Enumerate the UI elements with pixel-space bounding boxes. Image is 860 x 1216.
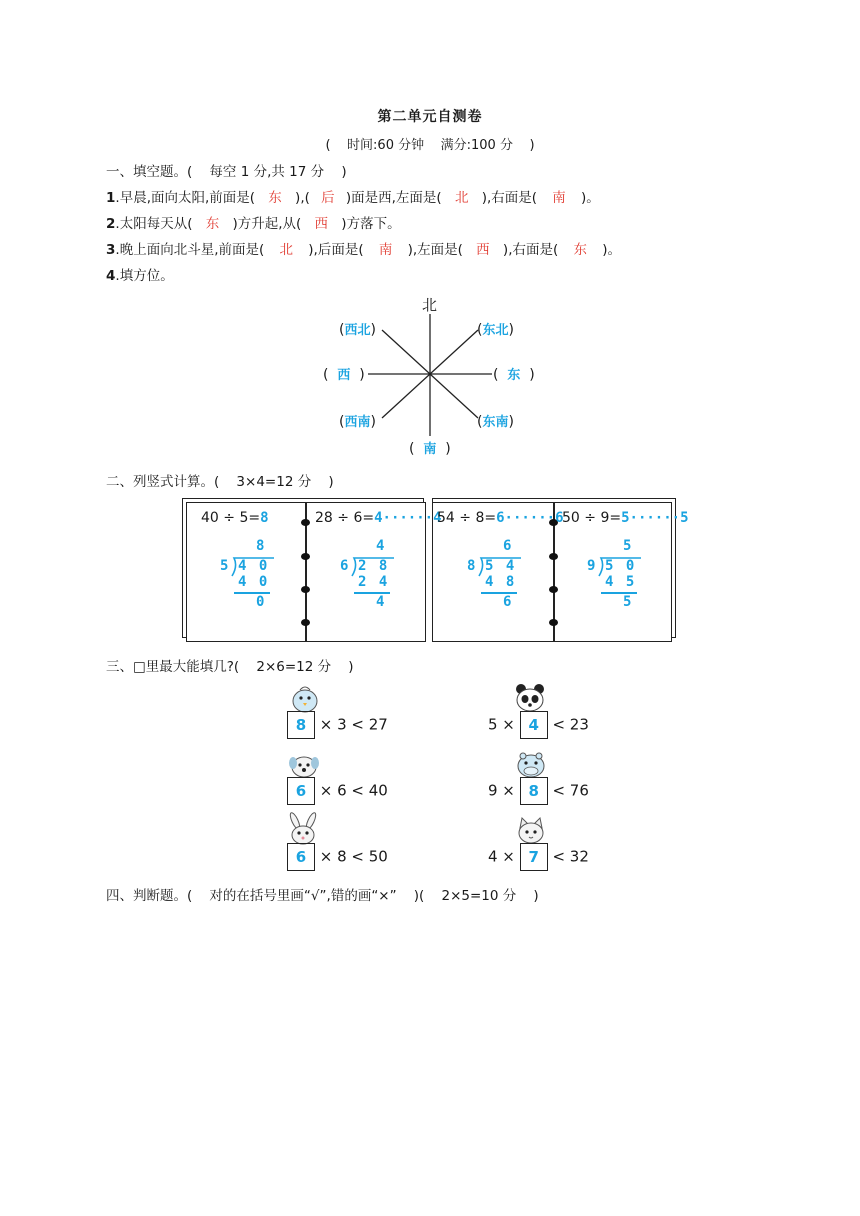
product: 4 5 — [605, 574, 637, 590]
answer-blank: 后 — [321, 190, 335, 206]
dog-icon — [287, 750, 321, 780]
page-title: 第二单元自测卷 — [377, 109, 483, 125]
compass-north-label: 北 — [422, 296, 438, 314]
cat-icon — [514, 816, 548, 846]
answer-box: 8 — [287, 711, 315, 739]
answer-blank: 北 — [454, 190, 469, 206]
product: 4 8 — [485, 574, 517, 590]
answer-blank: 西 — [314, 216, 329, 232]
quotient: 8 — [256, 538, 267, 554]
question-text: ),右面是( — [502, 242, 559, 258]
compass-east-label: ( 东 ) — [493, 367, 535, 383]
quotient: 6 — [503, 538, 514, 554]
product: 4 0 — [238, 574, 270, 590]
question-text: )方落下。 — [341, 216, 401, 232]
rabbit-icon — [285, 812, 321, 846]
question-text: )方升起,从( — [232, 216, 302, 232]
answer-box: 6 — [287, 843, 315, 871]
question-text: ),右面是( — [481, 190, 538, 206]
question-1 — [106, 186, 600, 206]
division-equation: 50 ÷ 9=5······5 — [562, 510, 689, 526]
answer-blank: 南 — [378, 242, 393, 258]
binder-ring — [549, 553, 558, 560]
product: 2 4 — [358, 574, 390, 590]
answer-blank: 东 — [205, 216, 220, 232]
bird-icon — [288, 684, 322, 714]
inequality-item: 6 × 6 < 40 — [287, 777, 388, 805]
compass-southeast-label: (东南) — [477, 414, 514, 430]
question-number: 2 — [106, 216, 116, 232]
answer-blank: 南 — [552, 190, 566, 206]
question-text: ),后面是( — [308, 242, 364, 258]
dividend: 5 0 — [605, 558, 637, 574]
question-text: .填方位。 — [115, 268, 174, 284]
question-text: )。 — [602, 242, 622, 258]
answer-box: 7 — [520, 843, 548, 871]
answer-blank: 东 — [268, 190, 282, 206]
inequality-item: 6 × 8 < 50 — [287, 843, 388, 871]
compass-northeast-label: (东北) — [477, 322, 514, 338]
question-text: .太阳每天从( — [115, 216, 193, 232]
compass-west-label: ( 西 ) — [323, 367, 365, 383]
inequality-item: 5 × 4 < 23 — [488, 711, 589, 739]
divisor: 9 — [587, 558, 598, 574]
binder-ring — [301, 586, 310, 593]
compass-southwest-label: (西南) — [339, 414, 376, 430]
answer-box: 8 — [520, 777, 548, 805]
hippo-icon — [514, 750, 548, 780]
remainder: 4 — [376, 594, 387, 610]
question-text: )。 — [581, 190, 600, 206]
dividend: 4 0 — [238, 558, 270, 574]
panda-icon — [513, 682, 547, 714]
page-subtitle: ( 时间:60 分钟 满分:100 分 ) — [325, 138, 535, 153]
quotient: 4 — [376, 538, 387, 554]
remainder: 5 — [623, 594, 634, 610]
question-text: ),( — [295, 190, 310, 206]
section1-heading: 一、填空题。( 每空 1 分,共 17 分 ) — [106, 164, 347, 180]
binder-ring — [301, 619, 310, 626]
section2-heading: 二、列竖式计算。( 3×4=12 分 ) — [106, 474, 334, 490]
question-3 — [106, 238, 621, 258]
compass-northwest-label: (西北) — [339, 322, 376, 338]
answer-blank: 西 — [476, 242, 490, 258]
binder-ring — [549, 619, 558, 626]
inequality-item: 8 × 3 < 27 — [287, 711, 388, 739]
question-text: .晚上面向北斗星,前面是( — [115, 242, 265, 258]
answer-box: 4 — [520, 711, 548, 739]
inequality-item: 9 × 8 < 76 — [488, 777, 589, 805]
binder-ring — [301, 553, 310, 560]
inequality-item: 4 × 7 < 32 — [488, 843, 589, 871]
section4-heading: 四、判断题。( 对的在括号里画“√”,错的画“×” )( 2×5=10 分 ) — [106, 888, 539, 904]
divisor: 5 — [220, 558, 231, 574]
compass-south-label: ( 南 ) — [409, 441, 451, 457]
binder-ring — [301, 519, 310, 526]
remainder: 0 — [256, 594, 267, 610]
answer-blank: 东 — [573, 242, 587, 258]
question-text: ),左面是( — [407, 242, 463, 258]
division-equation: 28 ÷ 6=4······4 — [315, 510, 442, 526]
section3-heading: 三、□里最大能填几?( 2×6=12 分 ) — [106, 659, 354, 675]
dividend: 2 8 — [358, 558, 390, 574]
question-number: 4 — [106, 268, 116, 284]
divisor: 6 — [340, 558, 351, 574]
quotient: 5 — [623, 538, 634, 554]
divisor: 8 — [467, 558, 478, 574]
remainder: 6 — [503, 594, 514, 610]
binder-ring — [549, 586, 558, 593]
question-4 — [106, 264, 174, 284]
question-2 — [106, 212, 401, 232]
division-equation: 40 ÷ 5=8 — [201, 510, 269, 526]
question-number: 1 — [106, 190, 116, 206]
answer-box: 6 — [287, 777, 315, 805]
question-text: .早晨,面向太阳,前面是( — [115, 190, 256, 206]
question-text: )面是西,左面是( — [345, 190, 442, 206]
answer-blank: 北 — [279, 242, 294, 258]
dividend: 5 4 — [485, 558, 517, 574]
division-equation: 54 ÷ 8=6······6 — [437, 510, 564, 526]
question-number: 3 — [106, 242, 116, 258]
